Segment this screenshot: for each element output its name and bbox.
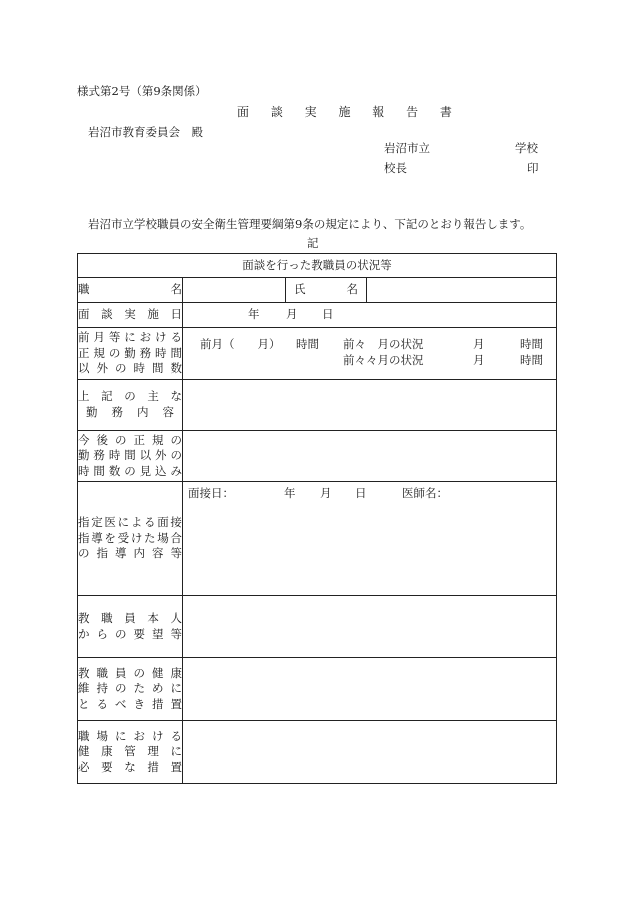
workplace-label: 職 場 に お け る 健 康 管 理 に 必 要 な 措 置 [78,721,183,784]
future-input[interactable] [183,431,557,482]
workplace-input[interactable] [183,721,557,784]
addressee: 岩沼市教育委員会 殿 [88,125,203,139]
form-number: 様式第2号（第9条関係） [77,84,207,98]
doctor-label: 指 定 医 に よ る 面 接 指 導 を 受 け た 場 合 の 指 導 内 容 等 [78,482,183,596]
sender-principal: 校長 [384,161,407,175]
duties-label: 上 記 の 主 な 勤 務 内 容 [78,380,183,431]
name-input[interactable] [367,278,557,303]
job-input[interactable] [183,278,286,303]
duties-input[interactable] [183,380,557,431]
intro-text: 岩沼市立学校職員の安全衛生管理要綱第9条の規定により、下記のとおり報告します。 [88,217,532,231]
date-input[interactable]: 年 月 日 [183,303,557,328]
request-label: 教 職 員 本 人 か ら の 要 望 等 [78,596,183,658]
job-label: 職 名 [78,278,183,303]
table-header: 面談を行った教職員の状況等 [78,254,557,278]
doctor-input[interactable]: 面接日： 年 月 日 医師名： [183,482,557,596]
overtime-label: 前 月 等 に お け る 正 規 の 勤 務 時 間 以 外 の 時 間 数 [78,328,183,380]
request-input[interactable] [183,596,557,658]
health-label: 教 職 員 の 健 康 維 持 の た め に と る べ き 措 置 [78,658,183,721]
health-input[interactable] [183,658,557,721]
seal-mark: 印 [527,161,539,175]
report-table [77,253,557,784]
ki-heading: 記 [307,236,319,250]
name-label: 氏 名 [286,278,367,303]
date-label: 面 談 実 施 日 [78,303,183,328]
sender-school: 学校 [515,141,538,155]
document-title: 面 談 実 施 報 告 書 [237,105,461,119]
future-label: 今 後 の 正 規 の 勤 務 時 間 以 外 の 時 間 数 の 見 込 み [78,431,183,482]
overtime-input[interactable]: 前月（ 月） 時間 前々 月の状況 月 時間 前々々月の状況 月 時間 [183,328,557,380]
sender-city: 岩沼市立 [384,141,430,155]
